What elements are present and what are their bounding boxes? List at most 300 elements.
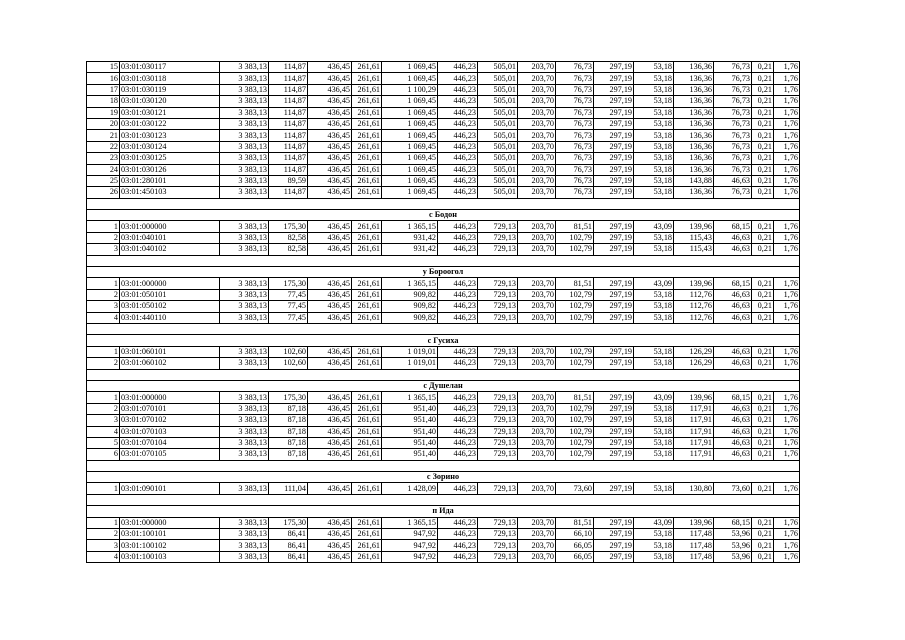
value-cell: 175,30	[269, 517, 308, 528]
table-row	[87, 232, 800, 243]
value-cell: 505,01	[478, 107, 518, 118]
value-cell: 951,40	[382, 437, 438, 448]
table-row	[87, 392, 800, 403]
row-number: 18	[87, 96, 120, 107]
value-cell: 1,76	[774, 392, 800, 403]
value-cell: 0,21	[752, 392, 774, 403]
value-cell: 446,23	[438, 540, 478, 551]
cadastral-quarter-code: 03:01:440110	[120, 312, 220, 323]
value-cell: 436,45	[308, 118, 352, 129]
value-cell: 86,41	[269, 540, 308, 551]
value-cell: 446,23	[438, 232, 478, 243]
row-number: 1	[87, 517, 120, 528]
value-cell: 76,73	[556, 187, 594, 198]
cadastral-quarter-code: 03:01:030118	[120, 73, 220, 84]
table-row	[87, 153, 800, 164]
table-row	[87, 529, 800, 540]
value-cell: 436,45	[308, 517, 352, 528]
value-cell: 1,76	[774, 312, 800, 323]
value-cell: 1,76	[774, 551, 800, 562]
row-number: 1	[87, 483, 120, 494]
cadastral-quarter-code: 03:01:060101	[120, 346, 220, 357]
row-number: 4	[87, 551, 120, 562]
value-cell: 136,36	[674, 96, 714, 107]
value-cell: 1,76	[774, 483, 800, 494]
cadastral-quarter-code: 03:01:000000	[120, 221, 220, 232]
spacer-cell	[87, 255, 800, 266]
value-cell: 446,23	[438, 426, 478, 437]
value-cell: 446,23	[438, 187, 478, 198]
table-row	[87, 483, 800, 494]
value-cell: 89,59	[269, 175, 308, 186]
value-cell: 261,61	[352, 358, 382, 369]
table-row	[87, 517, 800, 528]
value-cell: 3 383,13	[220, 415, 269, 426]
value-cell: 261,61	[352, 96, 382, 107]
value-cell: 0,21	[752, 483, 774, 494]
spacer-cell	[87, 460, 800, 471]
value-cell: 76,73	[714, 96, 752, 107]
value-cell: 0,21	[752, 415, 774, 426]
value-cell: 436,45	[308, 415, 352, 426]
value-cell: 1,76	[774, 358, 800, 369]
value-cell: 53,18	[634, 415, 674, 426]
value-cell: 203,70	[518, 232, 556, 243]
value-cell: 203,70	[518, 551, 556, 562]
settlement-name: с Бодон	[87, 210, 800, 221]
value-cell: 77,45	[269, 289, 308, 300]
table-row	[87, 141, 800, 152]
value-cell: 76,73	[556, 164, 594, 175]
spacer-row	[87, 323, 800, 334]
value-cell: 297,19	[594, 483, 634, 494]
value-cell: 436,45	[308, 358, 352, 369]
value-cell: 297,19	[594, 551, 634, 562]
settlement-header-row	[87, 267, 800, 278]
value-cell: 0,21	[752, 232, 774, 243]
value-cell: 1 069,45	[382, 187, 438, 198]
value-cell: 76,73	[556, 118, 594, 129]
value-cell: 0,21	[752, 301, 774, 312]
value-cell: 0,21	[752, 84, 774, 95]
value-cell: 136,36	[674, 62, 714, 73]
value-cell: 203,70	[518, 130, 556, 141]
value-cell: 114,87	[269, 187, 308, 198]
value-cell: 203,70	[518, 289, 556, 300]
value-cell: 297,19	[594, 392, 634, 403]
value-cell: 203,70	[518, 403, 556, 414]
value-cell: 73,60	[714, 483, 752, 494]
settlement-name: с Зорино	[87, 472, 800, 483]
value-cell: 261,61	[352, 175, 382, 186]
row-number: 3	[87, 540, 120, 551]
value-cell: 136,36	[674, 107, 714, 118]
value-cell: 3 383,13	[220, 73, 269, 84]
value-cell: 446,23	[438, 96, 478, 107]
value-cell: 1,76	[774, 244, 800, 255]
table-row	[87, 346, 800, 357]
value-cell: 76,73	[714, 187, 752, 198]
value-cell: 446,23	[438, 312, 478, 323]
row-number: 23	[87, 153, 120, 164]
row-number: 3	[87, 244, 120, 255]
value-cell: 729,13	[478, 278, 518, 289]
value-cell: 53,18	[634, 175, 674, 186]
value-cell: 0,21	[752, 403, 774, 414]
value-cell: 43,09	[634, 517, 674, 528]
row-number: 3	[87, 415, 120, 426]
spacer-cell	[87, 323, 800, 334]
value-cell: 102,60	[269, 346, 308, 357]
value-cell: 1 069,45	[382, 96, 438, 107]
cadastral-quarter-code: 03:01:070105	[120, 449, 220, 460]
value-cell: 68,15	[714, 392, 752, 403]
value-cell: 297,19	[594, 164, 634, 175]
value-cell: 0,21	[752, 244, 774, 255]
value-cell: 3 383,13	[220, 62, 269, 73]
value-cell: 1,76	[774, 540, 800, 551]
table-row	[87, 403, 800, 414]
value-cell: 729,13	[478, 529, 518, 540]
value-cell: 446,23	[438, 118, 478, 129]
cadastral-quarter-code: 03:01:100103	[120, 551, 220, 562]
value-cell: 505,01	[478, 153, 518, 164]
value-cell: 446,23	[438, 62, 478, 73]
value-cell: 1,76	[774, 175, 800, 186]
value-cell: 81,51	[556, 392, 594, 403]
value-cell: 436,45	[308, 551, 352, 562]
value-cell: 102,79	[556, 232, 594, 243]
value-cell: 1,76	[774, 153, 800, 164]
value-cell: 729,13	[478, 312, 518, 323]
value-cell: 117,48	[674, 540, 714, 551]
cadastral-quarter-code: 03:01:050101	[120, 289, 220, 300]
cadastral-quarter-code: 03:01:040101	[120, 232, 220, 243]
value-cell: 1 365,15	[382, 278, 438, 289]
value-cell: 53,18	[634, 244, 674, 255]
value-cell: 446,23	[438, 175, 478, 186]
value-cell: 446,23	[438, 437, 478, 448]
value-cell: 1,76	[774, 278, 800, 289]
row-number: 2	[87, 403, 120, 414]
value-cell: 53,18	[634, 449, 674, 460]
value-cell: 46,63	[714, 437, 752, 448]
value-cell: 77,45	[269, 312, 308, 323]
value-cell: 53,96	[714, 540, 752, 551]
value-cell: 68,15	[714, 517, 752, 528]
value-cell: 1,76	[774, 529, 800, 540]
value-cell: 81,51	[556, 517, 594, 528]
value-cell: 951,40	[382, 449, 438, 460]
row-number: 25	[87, 175, 120, 186]
value-cell: 53,18	[634, 96, 674, 107]
value-cell: 0,21	[752, 358, 774, 369]
value-cell: 436,45	[308, 130, 352, 141]
value-cell: 297,19	[594, 244, 634, 255]
value-cell: 297,19	[594, 62, 634, 73]
value-cell: 143,88	[674, 175, 714, 186]
value-cell: 729,13	[478, 358, 518, 369]
value-cell: 261,61	[352, 392, 382, 403]
value-cell: 1,76	[774, 426, 800, 437]
value-cell: 261,61	[352, 153, 382, 164]
value-cell: 297,19	[594, 84, 634, 95]
value-cell: 261,61	[352, 529, 382, 540]
value-cell: 436,45	[308, 96, 352, 107]
row-number: 22	[87, 141, 120, 152]
table-row	[87, 84, 800, 95]
value-cell: 1,76	[774, 130, 800, 141]
value-cell: 297,19	[594, 278, 634, 289]
value-cell: 729,13	[478, 221, 518, 232]
value-cell: 203,70	[518, 426, 556, 437]
row-number: 5	[87, 437, 120, 448]
value-cell: 931,42	[382, 232, 438, 243]
value-cell: 3 383,13	[220, 529, 269, 540]
value-cell: 102,79	[556, 289, 594, 300]
value-cell: 0,21	[752, 278, 774, 289]
value-cell: 0,21	[752, 96, 774, 107]
value-cell: 446,23	[438, 358, 478, 369]
row-number: 26	[87, 187, 120, 198]
value-cell: 46,63	[714, 358, 752, 369]
value-cell: 297,19	[594, 346, 634, 357]
value-cell: 1,76	[774, 232, 800, 243]
value-cell: 0,21	[752, 118, 774, 129]
value-cell: 297,19	[594, 529, 634, 540]
value-cell: 297,19	[594, 449, 634, 460]
value-cell: 3 383,13	[220, 278, 269, 289]
table-row	[87, 96, 800, 107]
value-cell: 1 428,09	[382, 483, 438, 494]
cadastral-quarter-code: 03:01:100101	[120, 529, 220, 540]
value-cell: 115,43	[674, 244, 714, 255]
value-cell: 436,45	[308, 529, 352, 540]
value-cell: 77,45	[269, 301, 308, 312]
cadastral-quarter-code: 03:01:060102	[120, 358, 220, 369]
value-cell: 446,23	[438, 551, 478, 562]
value-cell: 46,63	[714, 175, 752, 186]
value-cell: 1,76	[774, 221, 800, 232]
value-cell: 66,05	[556, 540, 594, 551]
value-cell: 1 069,45	[382, 175, 438, 186]
value-cell: 76,73	[556, 153, 594, 164]
value-cell: 951,40	[382, 426, 438, 437]
row-number: 17	[87, 84, 120, 95]
value-cell: 82,58	[269, 232, 308, 243]
value-cell: 436,45	[308, 164, 352, 175]
value-cell: 3 383,13	[220, 312, 269, 323]
row-number: 24	[87, 164, 120, 175]
value-cell: 76,73	[714, 107, 752, 118]
value-cell: 112,76	[674, 301, 714, 312]
value-cell: 117,91	[674, 415, 714, 426]
value-cell: 0,21	[752, 551, 774, 562]
spacer-row	[87, 494, 800, 505]
value-cell: 203,70	[518, 540, 556, 551]
value-cell: 909,82	[382, 301, 438, 312]
value-cell: 0,21	[752, 62, 774, 73]
value-cell: 261,61	[352, 130, 382, 141]
value-cell: 53,18	[634, 153, 674, 164]
value-cell: 66,05	[556, 551, 594, 562]
value-cell: 203,70	[518, 244, 556, 255]
value-cell: 436,45	[308, 153, 352, 164]
value-cell: 53,18	[634, 118, 674, 129]
value-cell: 729,13	[478, 540, 518, 551]
value-cell: 102,79	[556, 244, 594, 255]
value-cell: 102,79	[556, 403, 594, 414]
value-cell: 0,21	[752, 449, 774, 460]
value-cell: 3 383,13	[220, 358, 269, 369]
row-number: 4	[87, 312, 120, 323]
value-cell: 729,13	[478, 551, 518, 562]
value-cell: 0,21	[752, 426, 774, 437]
value-cell: 505,01	[478, 96, 518, 107]
value-cell: 0,21	[752, 529, 774, 540]
value-cell: 436,45	[308, 175, 352, 186]
value-cell: 81,51	[556, 221, 594, 232]
value-cell: 261,61	[352, 449, 382, 460]
cadastral-quarter-code: 03:01:450103	[120, 187, 220, 198]
value-cell: 436,45	[308, 244, 352, 255]
cadastral-quarter-code: 03:01:070102	[120, 415, 220, 426]
value-cell: 114,87	[269, 118, 308, 129]
value-cell: 297,19	[594, 130, 634, 141]
value-cell: 446,23	[438, 483, 478, 494]
value-cell: 1 100,29	[382, 84, 438, 95]
value-cell: 729,13	[478, 301, 518, 312]
value-cell: 46,63	[714, 244, 752, 255]
value-cell: 0,21	[752, 187, 774, 198]
value-cell: 505,01	[478, 118, 518, 129]
value-cell: 0,21	[752, 73, 774, 84]
value-cell: 3 383,13	[220, 221, 269, 232]
value-cell: 1 365,15	[382, 517, 438, 528]
value-cell: 951,40	[382, 415, 438, 426]
value-cell: 0,21	[752, 312, 774, 323]
table-row	[87, 301, 800, 312]
value-cell: 1,76	[774, 415, 800, 426]
value-cell: 297,19	[594, 221, 634, 232]
value-cell: 1,76	[774, 517, 800, 528]
value-cell: 261,61	[352, 437, 382, 448]
value-cell: 139,96	[674, 517, 714, 528]
value-cell: 446,23	[438, 84, 478, 95]
table-row	[87, 130, 800, 141]
value-cell: 261,61	[352, 73, 382, 84]
value-cell: 76,73	[556, 96, 594, 107]
row-number: 2	[87, 529, 120, 540]
table-row	[87, 221, 800, 232]
table-body	[87, 62, 800, 563]
value-cell: 297,19	[594, 96, 634, 107]
value-cell: 446,23	[438, 449, 478, 460]
value-cell: 76,73	[714, 164, 752, 175]
value-cell: 53,18	[634, 483, 674, 494]
value-cell: 46,63	[714, 346, 752, 357]
value-cell: 446,23	[438, 392, 478, 403]
value-cell: 102,79	[556, 415, 594, 426]
value-cell: 1,76	[774, 346, 800, 357]
value-cell: 446,23	[438, 301, 478, 312]
row-number: 20	[87, 118, 120, 129]
value-cell: 436,45	[308, 449, 352, 460]
value-cell: 3 383,13	[220, 449, 269, 460]
value-cell: 136,36	[674, 141, 714, 152]
value-cell: 203,70	[518, 529, 556, 540]
settlement-header-row	[87, 210, 800, 221]
value-cell: 261,61	[352, 62, 382, 73]
value-cell: 446,23	[438, 289, 478, 300]
cadastral-quarter-code: 03:01:070103	[120, 426, 220, 437]
cadastral-quarter-code: 03:01:030125	[120, 153, 220, 164]
value-cell: 76,73	[714, 73, 752, 84]
value-cell: 261,61	[352, 312, 382, 323]
value-cell: 0,21	[752, 221, 774, 232]
value-cell: 729,13	[478, 392, 518, 403]
value-cell: 3 383,13	[220, 551, 269, 562]
table-row	[87, 73, 800, 84]
value-cell: 136,36	[674, 164, 714, 175]
value-cell: 76,73	[556, 141, 594, 152]
table-row	[87, 187, 800, 198]
value-cell: 53,18	[634, 358, 674, 369]
value-cell: 81,51	[556, 278, 594, 289]
value-cell: 1,76	[774, 84, 800, 95]
value-cell: 203,70	[518, 84, 556, 95]
value-cell: 297,19	[594, 289, 634, 300]
value-cell: 1,76	[774, 141, 800, 152]
value-cell: 1,76	[774, 187, 800, 198]
value-cell: 130,80	[674, 483, 714, 494]
value-cell: 53,18	[634, 301, 674, 312]
value-cell: 261,61	[352, 483, 382, 494]
value-cell: 261,61	[352, 301, 382, 312]
value-cell: 446,23	[438, 107, 478, 118]
value-cell: 203,70	[518, 187, 556, 198]
value-cell: 505,01	[478, 62, 518, 73]
value-cell: 1 069,45	[382, 153, 438, 164]
value-cell: 729,13	[478, 289, 518, 300]
value-cell: 203,70	[518, 346, 556, 357]
value-cell: 261,61	[352, 403, 382, 414]
row-number: 15	[87, 62, 120, 73]
value-cell: 53,18	[634, 403, 674, 414]
value-cell: 46,63	[714, 312, 752, 323]
value-cell: 203,70	[518, 392, 556, 403]
value-cell: 436,45	[308, 392, 352, 403]
value-cell: 1 069,45	[382, 130, 438, 141]
row-number: 2	[87, 289, 120, 300]
value-cell: 53,18	[634, 540, 674, 551]
value-cell: 1,76	[774, 73, 800, 84]
value-cell: 947,92	[382, 540, 438, 551]
value-cell: 909,82	[382, 289, 438, 300]
value-cell: 0,21	[752, 437, 774, 448]
value-cell: 136,36	[674, 187, 714, 198]
cadastral-quarter-code: 03:01:030117	[120, 62, 220, 73]
value-cell: 261,61	[352, 141, 382, 152]
value-cell: 203,70	[518, 96, 556, 107]
value-cell: 729,13	[478, 517, 518, 528]
value-cell: 3 383,13	[220, 483, 269, 494]
value-cell: 203,70	[518, 153, 556, 164]
row-number: 19	[87, 107, 120, 118]
value-cell: 261,61	[352, 221, 382, 232]
row-number: 16	[87, 73, 120, 84]
value-cell: 261,61	[352, 415, 382, 426]
